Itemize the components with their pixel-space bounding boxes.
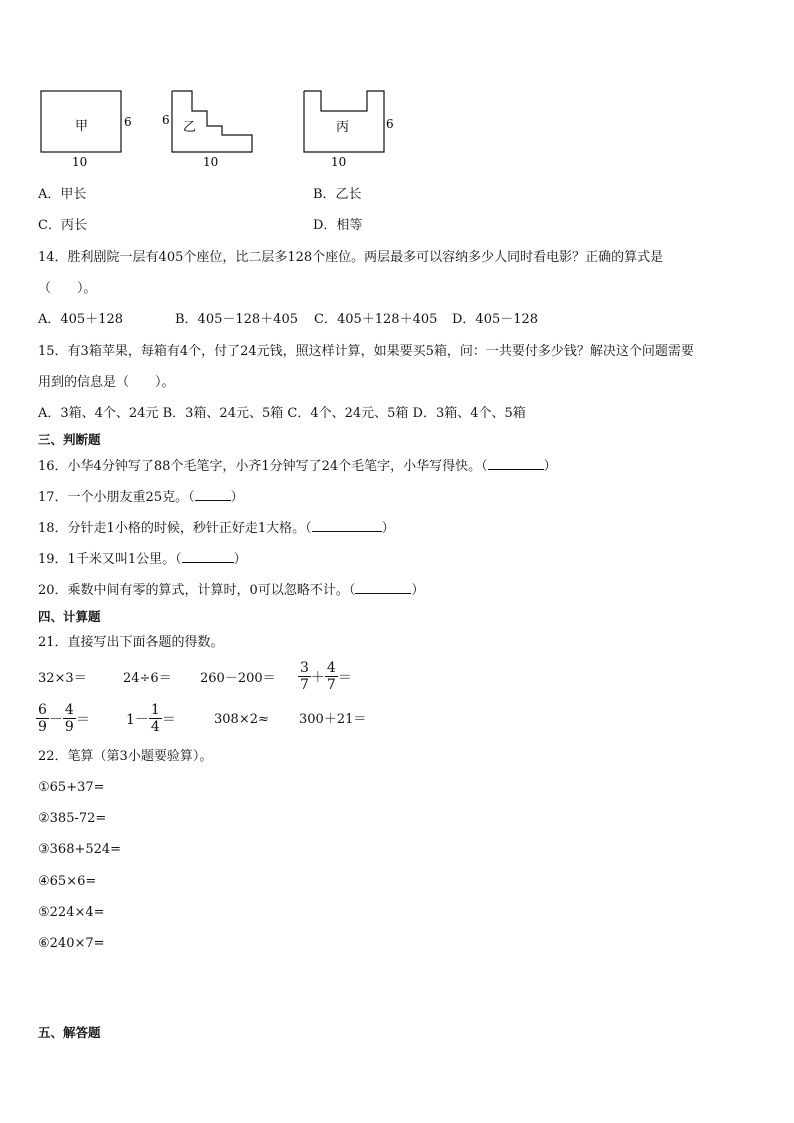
frac-num: 3 — [300, 660, 309, 676]
figure-yi-label: 乙 — [183, 120, 197, 135]
q13-option-d: D．相等 — [313, 218, 363, 233]
frac-den: 9 — [38, 719, 47, 735]
q14-option-d: D．405－128 — [452, 312, 539, 327]
q15-stem-cont: 用到的信息是（ ）。 — [38, 375, 175, 390]
q13-option-b: B．乙长 — [313, 187, 362, 202]
q21-fraction-expr-1 — [298, 660, 352, 693]
q14-option-a: A．405＋128 — [38, 312, 124, 327]
frac-num: 6 — [38, 702, 47, 718]
section-title-calc: 四、计算题 — [38, 609, 101, 624]
figure-yi-side: 6 — [162, 113, 170, 127]
op-eq: ＝ — [161, 711, 176, 728]
judge-item-16: 16．小华4分钟写了88个毛笔字，小齐1分钟写了24个毛笔字，小华写得快。（ ） — [38, 459, 557, 474]
q21-expr-3: 260－200＝ — [200, 671, 276, 686]
q22-item-5: ⑤224×4= — [38, 905, 105, 920]
q15-stem: 15．有3箱苹果，每箱有4个，付了24元钱，照这样计算，如果要买5箱，问：一共要付多少钱？解决这个问题需要 — [38, 344, 694, 359]
whole-minus: 1－ — [126, 711, 149, 728]
q21-expr-2: 24÷6＝ — [123, 671, 172, 686]
q21-expr-1: 32×3＝ — [38, 671, 87, 686]
op-eq: ＝ — [337, 669, 352, 686]
op-minus: － — [48, 711, 63, 728]
frac-den: 9 — [64, 719, 74, 735]
judge-item-19: 19．1千米又叫1公里。（ ） — [38, 552, 247, 567]
section-title-solve: 五、解答题 — [38, 1025, 101, 1040]
q14-stem: 14．胜利剧院一层有405个座位，比二层多128个座位。两层最多可以容纳多少人同时看电影？正确的算式是 — [38, 250, 664, 265]
frac-den: 7 — [326, 677, 336, 693]
q22-item-2: ②385-72= — [38, 811, 107, 826]
q13-option-c: C．丙长 — [38, 218, 87, 233]
frac-den: 7 — [300, 677, 309, 693]
section-title-judge: 三、判断题 — [38, 432, 101, 447]
figure-bing — [304, 91, 394, 169]
q22-item-1: ①65+37= — [38, 780, 105, 795]
q21-fraction-expr-3 — [126, 702, 176, 735]
figure-bing-bottom: 10 — [331, 155, 347, 169]
q22-title: 22．笔算（第3小题要验算）。 — [38, 749, 213, 764]
op-eq: ＝ — [75, 711, 90, 728]
op-plus: ＋ — [310, 669, 325, 686]
frac-num: 1 — [150, 702, 160, 718]
q14-option-c: C．405＋128＋405 — [314, 312, 438, 327]
figure-jia-label: 甲 — [75, 119, 89, 134]
figure-jia-bottom: 10 — [72, 155, 88, 169]
q21-title: 21．直接写出下面各题的得数。 — [38, 635, 224, 650]
q13-option-a: A．甲长 — [38, 187, 87, 202]
q21-expr-300: 300＋21＝ — [299, 712, 367, 727]
figure-jia-side: 6 — [124, 115, 132, 129]
figure-row — [0, 0, 794, 175]
figure-jia — [41, 91, 132, 169]
frac-num: 4 — [64, 702, 74, 718]
frac-num: 4 — [326, 660, 336, 676]
frac-den: 4 — [150, 719, 160, 735]
q14-option-b: B．405－128＋405 — [175, 312, 298, 327]
q21-expr-308: 308×2≈ — [214, 712, 269, 727]
judge-item-17: 17．一个小朋友重25克。（ ） — [38, 490, 244, 505]
q21-fraction-expr-2 — [36, 702, 90, 735]
q14-stem-cont: （ ）。 — [38, 281, 97, 296]
judge-item-20: 20．乘数中间有零的算式，计算时，0可以忽略不计。（ ） — [38, 583, 425, 598]
figure-yi-bottom: 10 — [203, 155, 219, 169]
q22-item-6: ⑥240×7= — [38, 936, 105, 951]
figure-bing-label: 丙 — [336, 120, 350, 135]
figure-yi — [162, 91, 252, 169]
figure-bing-side: 6 — [386, 117, 394, 131]
q22-item-4: ④65×6= — [38, 874, 97, 889]
q15-options: A．3箱、4个、24元 B．3箱、24元、5箱 C．4个、24元、5箱 D．3箱、4个、5箱 — [38, 406, 526, 421]
q22-item-3: ③368+524= — [38, 842, 122, 857]
judge-item-18: 18．分针走1小格的时候，秒针正好走1大格。（ ） — [38, 521, 395, 536]
